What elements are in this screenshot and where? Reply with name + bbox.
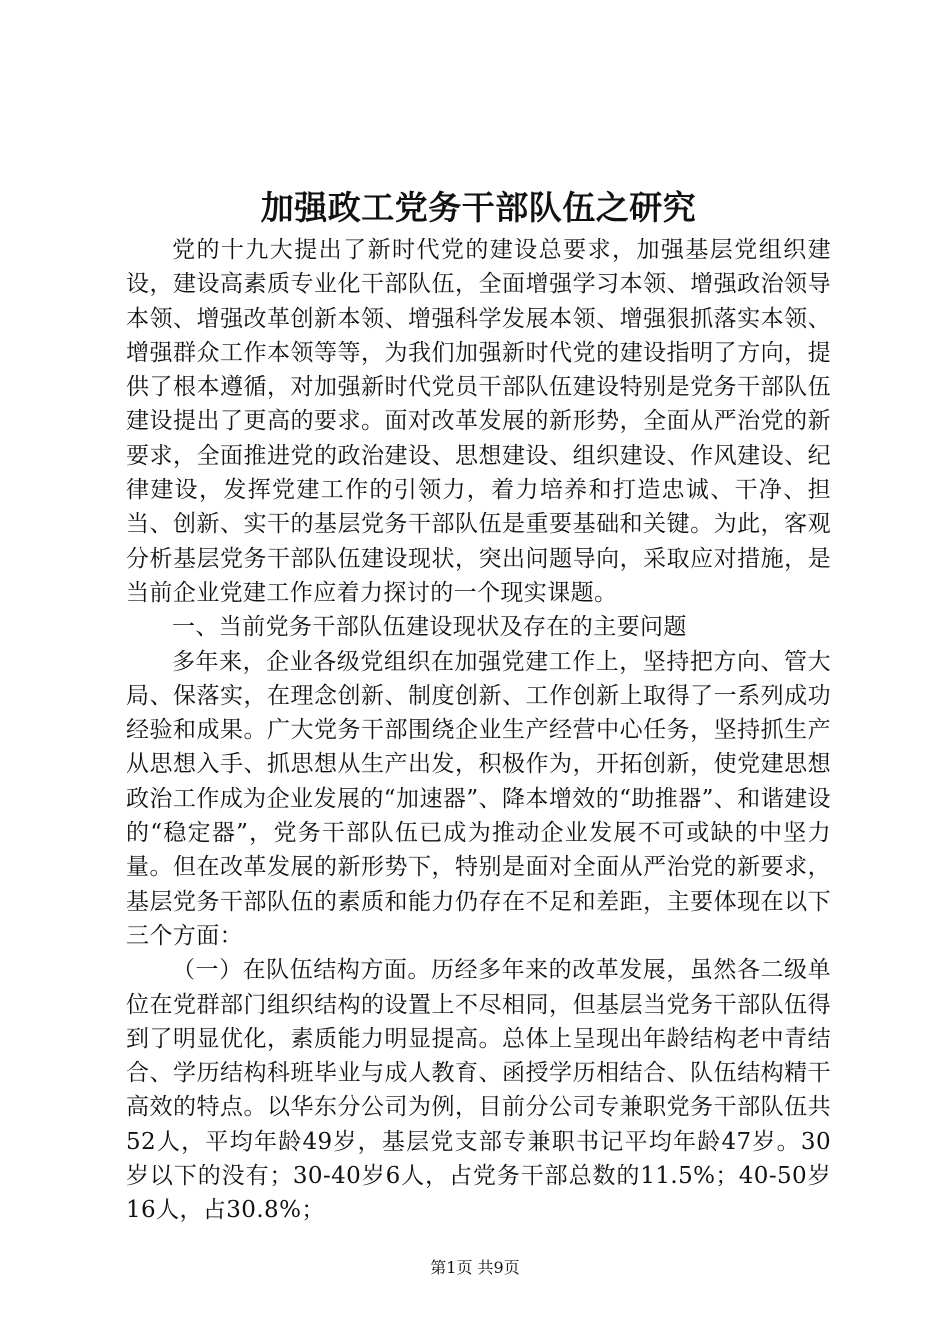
body-paragraph: 党的十九大提出了新时代党的建设总要求，加强基层党组织建设，建设高素质专业化干部队伍，全面增强学习本领、增强政治领导本领、增强改革创新本领、增强科学发展本领、增强狠抓落实本领、增强群众工作本领等等，为我们加强新时代党的建设指明了方向，提供了根本遵循，对加强新时代党员干部队伍建设特别是党务干部队伍建设提出了更高的要求。面对改革发展的新形势，全面从严治党的新要求，全面推进党的政治建设、思想建设、组织建设、作风建设、纪律建设，发挥党建工作的引领力，着力培养和打造忠诚、干净、担当、创新、实干的基层党务干部队伍是重要基础和关键。为此，客观分析基层党务干部队伍建设现状，突出问题导向，采取应对措施，是当前企业党建工作应着力探讨的一个现实课题。 (126, 237, 831, 606)
body-paragraph: （一）在队伍结构方面。历经多年来的改革发展，虽然各二级单位在党群部门组织结构的设置上不尽相同，但基层当党务干部队伍得到了明显优化，素质能力明显提高。总体上呈现出年龄结构老中青结合、学历结构科班毕业与成人教育、函授学历相结合、队伍结构精干高效的特点。以华东分公司为例，目前分公司专兼职党务干部队伍共52人，平均年龄49岁，基层党支部专兼职书记平均年龄47岁。30岁以下的没有；30-40岁6人，占党务干部总数的11.5%；40-50岁16人，占30.8%； (126, 957, 831, 1224)
page-footer: 第1页 共9页 (430, 1258, 520, 1277)
body-paragraph: 多年来，企业各级党组织在加强党建工作上，坚持把方向、管大局、保落实，在理念创新、制度创新、工作创新上取得了一系列成功经验和成果。广大党务干部围绕企业生产经营中心任务，坚持抓生产从思想入手、抓思想从生产出发，积极作为，开拓创新，使党建思想政治工作成为企业发展的“加速器”、降本增效的“助推器”、和谐建设的“稳定器”，党务干部队伍已成为推动企业发展不可或缺的中坚力量。但在改革发展的新形势下，特别是面对全面从严治党的新要求，基层党务干部队伍的素质和能力仍存在不足和差距，主要体现在以下三个方面： (126, 648, 831, 949)
document-title: 加强政工党务干部队伍之研究 (260, 188, 697, 227)
document-page (126, 185, 831, 1228)
section-heading: 一、当前党务干部队伍建设现状及存在的主要问题 (172, 614, 687, 641)
